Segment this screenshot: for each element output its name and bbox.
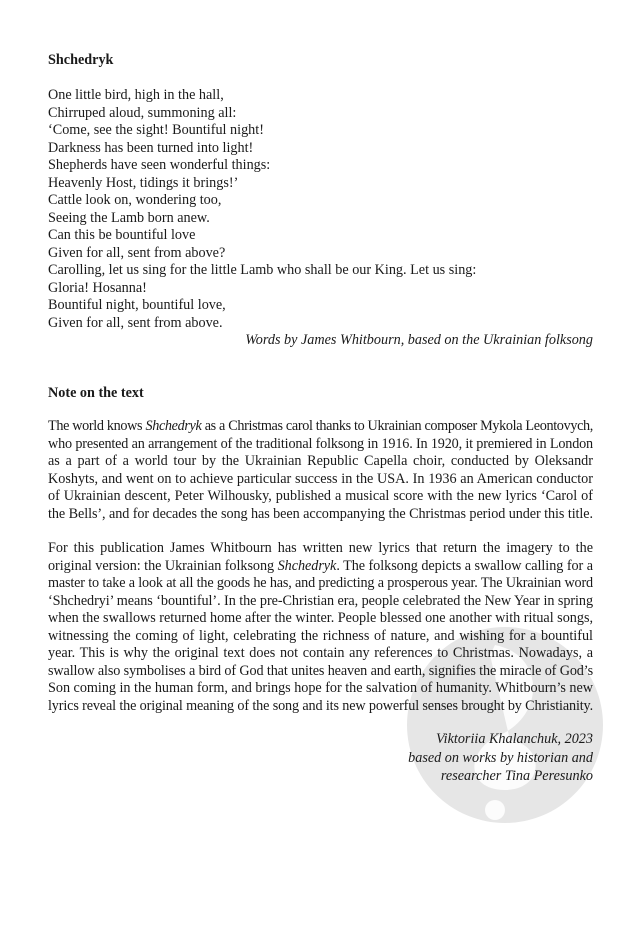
- poem-line: Cattle look on, wondering too,: [48, 192, 222, 208]
- paragraph-line: [48, 698, 593, 715]
- paragraph-line-text: [48, 471, 593, 488]
- paragraph-line: [48, 628, 593, 645]
- text-segment: lyrics reveal the original meaning of the song and its new powerful senses brought by Christianity.: [48, 697, 593, 714]
- poem-line: Seeing the Lamb born anew.: [48, 209, 210, 226]
- paragraph-line-text: [48, 663, 593, 680]
- paragraph-line-text: [48, 436, 593, 453]
- text-segment: who presented an arrangement of the traditional folksong in 1916. In 1920, it premiered in London: [48, 435, 593, 452]
- text-segment: The world knows: [48, 418, 146, 434]
- paragraph-line-text: [48, 698, 593, 715]
- paragraph-line: [48, 575, 593, 592]
- paragraph-line: [48, 680, 593, 697]
- paragraph-line: [48, 645, 593, 662]
- poem-title: Shchedryk: [48, 52, 114, 68]
- text-segment: when the swallows returned home after the winter. People blessed one another with ritual songs,: [48, 610, 593, 626]
- paragraph-line: [48, 488, 593, 505]
- poem-line: Chirruped aloud, summoning all:: [48, 104, 237, 121]
- signature-line: based on works by historian and: [408, 749, 593, 766]
- text-segment: . The folksong depicts a swallow calling for a: [336, 557, 593, 574]
- poem-credit: Words by James Whitbourn, based on the Ukrainian folksong: [245, 332, 593, 348]
- paragraph-line-text: [48, 558, 593, 575]
- paragraph-line: [48, 610, 593, 627]
- poem-line: Bountiful night, bountiful love,: [48, 297, 226, 313]
- text-segment: year. This is why the original text does not contain any references to Christmas. Nowadays, a: [48, 645, 593, 661]
- paragraph-line-text: [48, 645, 593, 662]
- text-segment: witnessing the coming of light, celebrating the richness of nature, and wishing for a bountiful: [48, 627, 593, 644]
- paragraph-line-text: [48, 453, 593, 470]
- paragraph-line-text: [48, 575, 593, 592]
- text-segment: ‘Shchedryi’ means ‘bountiful’. In the pre-Christian era, people celebrated the New Year in spring: [48, 592, 593, 609]
- paragraph-line: [48, 663, 593, 680]
- text-segment: the Bells’, and for decades the song has been accompanying the Christmas period under this title.: [48, 505, 593, 522]
- poem-line: Shepherds have seen wonderful things:: [48, 157, 271, 173]
- paragraph-line: [48, 558, 593, 575]
- paragraph-line: [48, 540, 593, 557]
- poem-line: One little bird, high in the hall,: [48, 87, 224, 103]
- paragraph-line-text: [48, 506, 593, 523]
- italic-title: Shchedryk: [145, 418, 202, 434]
- poem-line: Carolling, let us sing for the little Lamb who shall be our King. Let us sing:: [48, 262, 477, 278]
- text-segment: of Ukrainian descent, Peter Wilhousky, published a musical score with the new lyrics ‘Carol of: [48, 488, 593, 504]
- italic-title: Shchedryk: [277, 557, 337, 574]
- paragraph-line: [48, 593, 593, 610]
- paragraph-line-text: [48, 680, 593, 697]
- poem-line: Given for all, sent from above?: [48, 244, 226, 261]
- note-title: Note on the text: [48, 385, 144, 401]
- text-segment: Koshyts, and went on to achieve particular success in the USA. In 1936 an American conductor: [48, 470, 593, 487]
- text-segment: swallow also symbolises a bird of God that unites heaven and earth, signifies the miracle of God’s: [48, 662, 593, 679]
- paragraph-line-text: [48, 488, 593, 505]
- poem-line: Darkness has been turned into light!: [48, 139, 254, 156]
- paragraph-line-text: [48, 593, 593, 610]
- paragraph-line: [48, 436, 593, 453]
- paragraph-line-text: [48, 540, 593, 557]
- paragraph-line-text: [48, 610, 593, 627]
- text-segment: Son coming in the human form, and brings hope for the salvation of humanity. Whitbourn’s new: [48, 680, 593, 696]
- signature-line: Viktoriia Khalanchuk, 2023: [436, 731, 593, 747]
- text-segment: For this publication James Whitbourn has written new lyrics that return the imagery to the: [48, 540, 593, 556]
- signature-line: researcher Tina Peresunko: [440, 768, 593, 784]
- text-segment: as a part of a world tour by the Ukrainian Republic Capella choir, conducted by Oleksandr: [48, 453, 593, 469]
- poem-line: ‘Come, see the sight! Bountiful night!: [48, 122, 264, 138]
- paragraph-line: [48, 471, 593, 488]
- text-segment: as a Christmas carol thanks to Ukrainian composer Mykola Leontovych,: [201, 418, 593, 434]
- poem-line: Heavenly Host, tidings it brings!’: [48, 174, 239, 191]
- poem-line: Given for all, sent from above.: [48, 314, 223, 331]
- text-segment: master to take a look at all the goods he has, and predicting a prosperous year. The Ukrainian word: [48, 575, 593, 591]
- paragraph-line: [48, 418, 593, 435]
- paragraph-line-text: [48, 628, 593, 645]
- paragraph-line-text: [48, 418, 593, 435]
- poem-line: Gloria! Hosanna!: [48, 279, 147, 296]
- poem-line: Can this be bountiful love: [48, 227, 196, 243]
- paragraph-line: [48, 453, 593, 470]
- text-segment: original version: the Ukrainian folksong: [48, 557, 278, 574]
- paragraph-line: [48, 506, 593, 523]
